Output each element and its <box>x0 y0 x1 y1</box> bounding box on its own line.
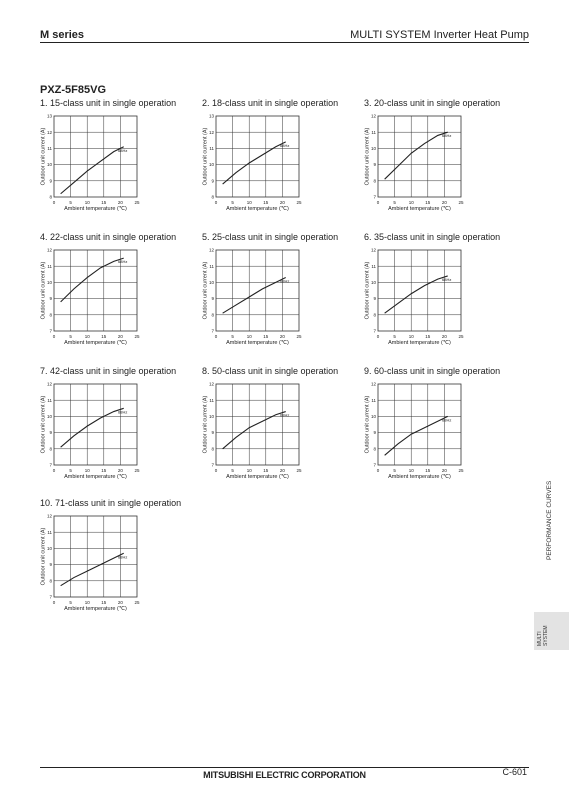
x-tick-label: 0 <box>376 468 380 473</box>
y-tick-label: 12 <box>370 113 376 119</box>
x-tick-label: 10 <box>408 468 414 473</box>
x-axis-label: Ambient temperature (℃) <box>226 474 289 480</box>
x-tick-label: 20 <box>117 468 123 473</box>
performance-chart <box>364 246 524 354</box>
y-tick-label: 7 <box>373 462 376 468</box>
x-tick-label: 5 <box>69 334 72 339</box>
x-tick-label: 0 <box>214 468 218 473</box>
series-label: 68Hz <box>118 147 128 153</box>
y-tick-label: 12 <box>370 247 376 253</box>
chart-title: 5. 25-class unit in single operation <box>202 232 339 242</box>
y-tick-label: 8 <box>211 194 214 200</box>
y-axis-label: Outdoor unit current (A) <box>202 261 209 320</box>
x-axis-label: Ambient temperature (℃) <box>64 206 127 212</box>
data-curve <box>223 412 286 449</box>
x-tick-label: 5 <box>69 600 72 605</box>
x-axis-label: Ambient temperature (℃) <box>388 340 451 346</box>
y-tick-label: 8 <box>49 312 52 318</box>
x-tick-label: 10 <box>246 334 252 339</box>
y-tick-label: 9 <box>211 296 214 302</box>
x-tick-label: 25 <box>458 200 464 205</box>
x-axis-label: Ambient temperature (℃) <box>226 340 289 346</box>
y-tick-label: 7 <box>49 328 52 334</box>
x-tick-label: 5 <box>393 200 396 205</box>
plot-frame <box>378 116 461 197</box>
chart-panel <box>202 366 362 488</box>
y-tick-label: 7 <box>49 462 52 468</box>
y-tick-label: 7 <box>49 594 52 600</box>
x-tick-label: 0 <box>52 200 56 205</box>
x-tick-label: 0 <box>52 468 56 473</box>
x-tick-label: 15 <box>101 334 107 339</box>
plot-frame <box>54 384 137 465</box>
x-tick-label: 15 <box>101 200 107 205</box>
performance-chart <box>40 246 200 354</box>
chart-title: 7. 42-class unit in single operation <box>40 366 177 376</box>
chart-panel <box>364 232 524 354</box>
company-name: MITSUBISHI ELECTRIC CORPORATION <box>203 770 366 780</box>
y-tick-label: 8 <box>373 312 376 318</box>
x-tick-label: 20 <box>441 200 447 205</box>
y-tick-label: 10 <box>370 414 376 419</box>
y-axis-label: Outdoor unit current (A) <box>202 127 209 186</box>
page-number: C-601 <box>502 767 527 777</box>
x-tick-label: 25 <box>134 334 140 339</box>
data-curve <box>385 132 448 179</box>
y-tick-label: 10 <box>46 280 52 285</box>
chart-panel <box>40 498 200 620</box>
y-tick-label: 12 <box>46 381 52 387</box>
chart-title: 4. 22-class unit in single operation <box>40 232 177 242</box>
series-label: 68Hz <box>118 554 128 560</box>
x-tick-label: 5 <box>231 200 234 205</box>
chart-panel <box>202 232 362 354</box>
series-label: 68Hz <box>442 133 452 139</box>
x-axis-label: Ambient temperature (℃) <box>64 606 127 612</box>
y-tick-label: 12 <box>46 513 52 519</box>
y-tick-label: 11 <box>209 146 214 151</box>
y-tick-label: 11 <box>371 397 376 403</box>
y-axis-label: Outdoor unit current (A) <box>40 261 47 320</box>
x-tick-label: 25 <box>458 334 464 339</box>
section-label: PERFORMANCE CURVES <box>546 480 553 560</box>
y-tick-label: 12 <box>208 129 214 135</box>
y-tick-label: 7 <box>373 328 376 334</box>
x-tick-label: 10 <box>408 334 414 339</box>
y-axis-label: Outdoor unit current (A) <box>364 395 371 454</box>
chart-panel <box>364 366 524 488</box>
section-tab-label <box>538 625 549 646</box>
tab-line-2: SYSTEM <box>542 625 549 646</box>
x-tick-label: 0 <box>52 334 56 339</box>
x-tick-label: 25 <box>134 600 140 605</box>
x-axis-label: Ambient temperature (℃) <box>388 206 451 212</box>
y-tick-label: 10 <box>46 414 52 419</box>
x-tick-label: 15 <box>425 468 431 473</box>
x-tick-label: 5 <box>231 468 234 473</box>
x-axis-label: Ambient temperature (℃) <box>226 206 289 212</box>
x-tick-label: 15 <box>263 334 269 339</box>
performance-chart <box>202 246 362 354</box>
document-title: MULTI SYSTEM Inverter Heat Pump <box>350 29 529 41</box>
y-tick-label: 10 <box>46 162 52 168</box>
x-tick-label: 5 <box>69 468 72 473</box>
x-tick-label: 10 <box>408 200 414 205</box>
y-tick-label: 11 <box>47 397 52 403</box>
x-tick-label: 25 <box>296 334 302 339</box>
tab-line-1: MULTI <box>537 631 543 646</box>
x-tick-label: 20 <box>279 334 285 339</box>
y-axis-label: Outdoor unit current (A) <box>364 261 371 320</box>
plot-frame <box>378 250 461 331</box>
x-tick-label: 10 <box>246 468 252 473</box>
y-tick-label: 8 <box>211 446 214 452</box>
footer-divider <box>40 767 529 768</box>
y-tick-label: 7 <box>211 328 214 334</box>
y-tick-label: 9 <box>373 296 376 302</box>
x-tick-label: 20 <box>117 200 123 205</box>
performance-chart <box>364 380 524 488</box>
x-tick-label: 10 <box>246 200 252 205</box>
y-tick-label: 9 <box>49 430 52 436</box>
series-label: M series <box>40 29 85 41</box>
y-tick-label: 9 <box>49 178 52 184</box>
series-label: 68Hz <box>118 259 128 265</box>
y-tick-label: 9 <box>49 296 52 302</box>
y-tick-label: 9 <box>49 562 52 568</box>
x-tick-label: 15 <box>101 600 107 605</box>
y-tick-label: 12 <box>208 381 214 387</box>
x-tick-label: 10 <box>84 200 90 205</box>
plot-frame <box>378 384 461 465</box>
y-tick-label: 10 <box>370 280 376 285</box>
y-tick-label: 10 <box>46 546 52 551</box>
data-curve <box>385 276 448 313</box>
x-tick-label: 15 <box>263 200 269 205</box>
data-curve <box>61 147 124 194</box>
y-tick-label: 11 <box>47 263 52 269</box>
chart-title: 10. 71-class unit in single operation <box>40 498 182 508</box>
performance-chart <box>40 112 200 220</box>
x-tick-label: 20 <box>117 600 123 605</box>
y-tick-label: 11 <box>371 129 376 135</box>
plot-frame <box>54 116 137 197</box>
series-label: 68Hz <box>280 412 290 418</box>
y-tick-label: 8 <box>211 312 214 318</box>
series-label: 68Hz <box>280 278 290 284</box>
x-axis-label: Ambient temperature (℃) <box>388 474 451 480</box>
chart-title: 6. 35-class unit in single operation <box>364 232 501 242</box>
y-tick-label: 11 <box>209 263 214 269</box>
plot-frame <box>216 116 299 197</box>
y-axis-label: Outdoor unit current (A) <box>40 127 47 186</box>
data-curve <box>61 258 124 302</box>
y-tick-label: 9 <box>373 430 376 436</box>
x-tick-label: 20 <box>441 334 447 339</box>
y-tick-label: 11 <box>47 146 52 151</box>
y-tick-label: 11 <box>47 529 52 535</box>
y-tick-label: 8 <box>373 178 376 184</box>
x-tick-label: 5 <box>393 468 396 473</box>
data-curve <box>223 278 286 314</box>
y-tick-label: 7 <box>211 462 214 468</box>
chart-panel <box>364 98 524 220</box>
x-tick-label: 5 <box>231 334 234 339</box>
x-tick-label: 20 <box>279 200 285 205</box>
x-tick-label: 20 <box>441 468 447 473</box>
x-tick-label: 5 <box>393 334 396 339</box>
y-tick-label: 8 <box>49 578 52 584</box>
x-tick-label: 5 <box>69 200 72 205</box>
x-tick-label: 25 <box>458 468 464 473</box>
header-divider <box>40 42 529 43</box>
chart-panel <box>40 232 200 354</box>
y-axis-label: Outdoor unit current (A) <box>40 527 47 586</box>
y-tick-label: 8 <box>49 446 52 452</box>
series-label: 68Hz <box>280 142 290 148</box>
series-label: 68Hz <box>118 409 128 415</box>
x-tick-label: 0 <box>376 200 380 205</box>
y-tick-label: 8 <box>373 446 376 452</box>
y-tick-label: 8 <box>49 194 52 200</box>
y-axis-label: Outdoor unit current (A) <box>364 127 371 186</box>
y-axis-label: Outdoor unit current (A) <box>40 395 47 454</box>
y-tick-label: 12 <box>46 129 52 135</box>
chart-panel <box>40 98 200 220</box>
x-tick-label: 0 <box>214 200 218 205</box>
x-tick-label: 15 <box>425 334 431 339</box>
y-tick-label: 9 <box>373 162 376 168</box>
x-tick-label: 15 <box>101 468 107 473</box>
chart-panel <box>202 98 362 220</box>
x-tick-label: 0 <box>376 334 380 339</box>
y-tick-label: 11 <box>209 397 214 403</box>
x-tick-label: 25 <box>134 200 140 205</box>
x-axis-label: Ambient temperature (℃) <box>64 340 127 346</box>
y-tick-label: 12 <box>46 247 52 253</box>
y-tick-label: 10 <box>208 280 214 285</box>
plot-frame <box>216 384 299 465</box>
y-tick-label: 10 <box>208 162 214 168</box>
x-tick-label: 10 <box>84 334 90 339</box>
x-tick-label: 15 <box>263 468 269 473</box>
x-tick-label: 25 <box>296 200 302 205</box>
plot-frame <box>216 250 299 331</box>
chart-title: 1. 15-class unit in single operation <box>40 98 177 108</box>
x-tick-label: 25 <box>134 468 140 473</box>
x-tick-label: 20 <box>279 468 285 473</box>
performance-chart <box>40 512 200 620</box>
series-label: 68Hz <box>442 276 452 282</box>
y-tick-label: 10 <box>370 146 376 151</box>
x-tick-label: 20 <box>117 334 123 339</box>
chart-title: 8. 50-class unit in single operation <box>202 366 339 376</box>
y-tick-label: 9 <box>211 430 214 436</box>
x-tick-label: 10 <box>84 468 90 473</box>
data-curve <box>385 416 448 455</box>
y-tick-label: 12 <box>370 381 376 387</box>
y-tick-label: 10 <box>208 414 214 419</box>
performance-chart <box>40 380 200 488</box>
performance-chart <box>202 380 362 488</box>
x-tick-label: 10 <box>84 600 90 605</box>
model-number: PXZ-5F85VG <box>40 84 107 96</box>
chart-panel <box>40 366 200 488</box>
y-tick-label: 7 <box>373 194 376 200</box>
chart-title: 2. 18-class unit in single operation <box>202 98 339 108</box>
x-tick-label: 0 <box>214 334 218 339</box>
performance-chart <box>364 112 524 220</box>
performance-chart <box>202 112 362 220</box>
x-axis-label: Ambient temperature (℃) <box>64 474 127 480</box>
y-tick-label: 9 <box>211 178 214 184</box>
y-tick-label: 11 <box>371 263 376 269</box>
y-tick-label: 13 <box>46 113 52 119</box>
series-label: 68Hz <box>442 417 452 423</box>
data-curve <box>61 408 124 447</box>
chart-title: 3. 20-class unit in single operation <box>364 98 501 108</box>
y-axis-label: Outdoor unit current (A) <box>202 395 209 454</box>
x-tick-label: 0 <box>52 600 56 605</box>
y-tick-label: 13 <box>208 113 214 119</box>
x-tick-label: 15 <box>425 200 431 205</box>
chart-title: 9. 60-class unit in single operation <box>364 366 501 376</box>
x-tick-label: 25 <box>296 468 302 473</box>
y-tick-label: 12 <box>208 247 214 253</box>
